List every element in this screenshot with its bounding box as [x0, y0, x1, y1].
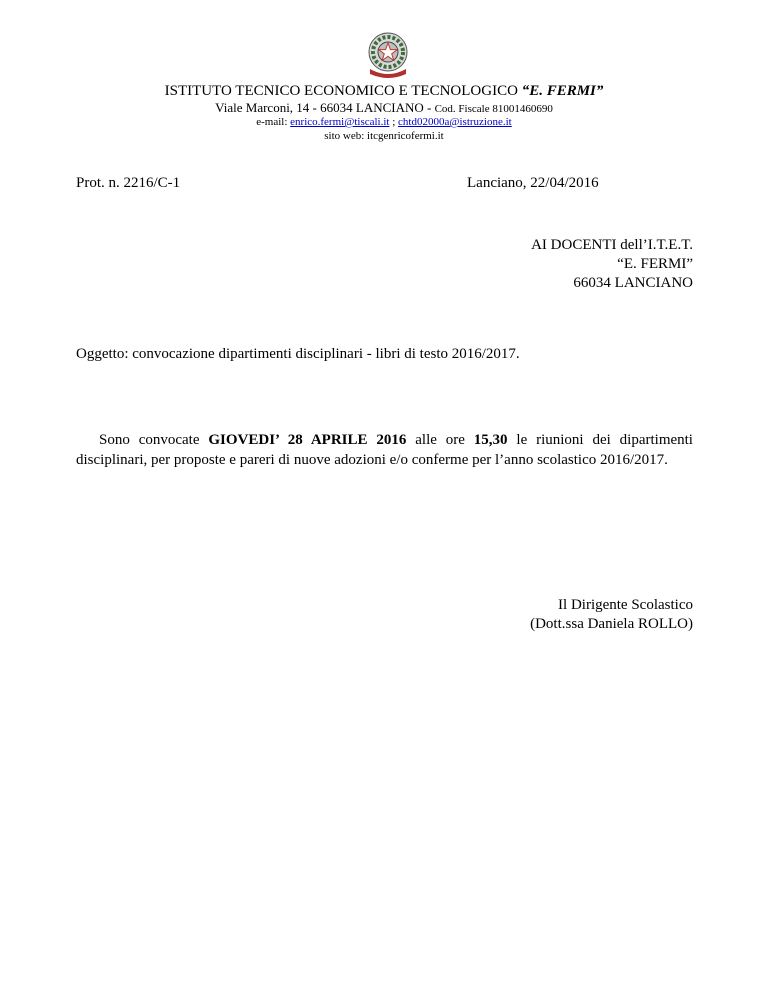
- signature-title: Il Dirigente Scolastico: [558, 597, 693, 613]
- republic-emblem-icon: [362, 29, 414, 81]
- institute-email: [0, 116, 768, 128]
- email-link-1[interactable]: enrico.fermi@tiscali.it: [290, 116, 390, 128]
- address-text: Viale Marconi, 14 - 66034 LANCIANO -: [215, 100, 435, 115]
- institute-address: [0, 100, 768, 116]
- email-link-2[interactable]: chtd02000a@istruzione.it: [398, 116, 512, 128]
- institute-name-text: ISTITUTO TECNICO ECONOMICO E TECNOLOGICO: [164, 83, 518, 99]
- recipient-line-1: AI DOCENTI dell’I.T.E.T.: [531, 237, 693, 253]
- body-paragraph: [76, 430, 693, 470]
- fiscal-code: Cod. Fiscale 81001460690: [434, 103, 553, 115]
- institute-website: sito web: itcgenricofermi.it: [324, 130, 444, 142]
- meeting-time: 15,30: [473, 432, 508, 448]
- email-separator: ;: [389, 116, 399, 128]
- email-label: e-mail:: [256, 116, 291, 128]
- body-line-1: [76, 430, 693, 450]
- body-line-2: disciplinari, per proposte e pareri di nuove adozioni e/o conferme per l’anno scolastico 2016/2017.: [76, 452, 668, 468]
- institute-name: [0, 83, 768, 100]
- institute-short-name: “E. FERMI”: [521, 83, 604, 99]
- meeting-date: GIOVEDI’ 28 APRILE 2016: [208, 432, 407, 448]
- recipient-line-2: “E. FERMI”: [617, 256, 693, 272]
- signature-name: (Dott.ssa Daniela ROLLO): [530, 616, 693, 632]
- body-text-a: Sono convocate: [99, 432, 209, 448]
- body-text-b: alle ore: [406, 432, 474, 448]
- recipient-line-3: 66034 LANCIANO: [573, 275, 693, 291]
- subject-line: Oggetto: convocazione dipartimenti disciplinari - libri di testo 2016/2017.: [76, 346, 520, 362]
- place-date: Lanciano, 22/04/2016: [467, 175, 599, 191]
- protocol-number: Prot. n. 2216/C-1: [76, 175, 181, 191]
- body-text-c: le riunioni dei dipartimenti: [507, 432, 693, 448]
